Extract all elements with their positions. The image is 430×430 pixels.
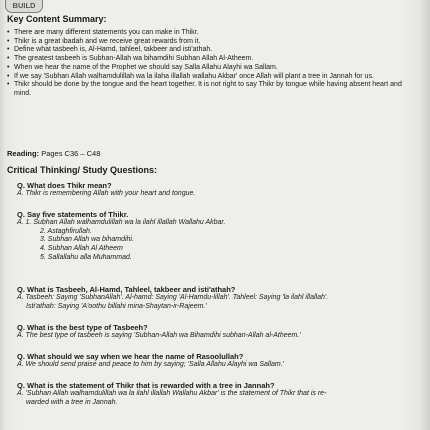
answer-line: Isti'athah: Saying 'A'oothu billahi mina-Shaytan-ir-Rajeem.' xyxy=(26,302,207,310)
answer-line: A. We should send praise and peace to him by saying; 'Salla Allahu Alayhi wa Sallam.' xyxy=(17,361,285,368)
bullet-text: Thikr is a great ibadah and we receive great rewards from it. xyxy=(14,37,201,45)
summary-bullet xyxy=(7,29,417,38)
question: Q. What is the statement of Thikr that is rewarded with a tree in Jannah? xyxy=(17,381,275,390)
answer xyxy=(17,361,415,370)
bullet-text: The greatest tasbeeh is Subhan-Allah wa bihamdihi Subhan Allah Al-Atheem. xyxy=(14,55,254,63)
question: Q. Say five statements of Thikr. xyxy=(17,210,129,219)
answer xyxy=(17,332,415,341)
bullet-dot: • xyxy=(7,81,10,89)
qa-item xyxy=(17,323,415,341)
answer-line: A. 'Subhan Allah walhamdulillah wa la ilahl illallah Wallahu Akbar' is the statement of Thikr that is re- xyxy=(17,390,327,397)
answer-line: A. 1. Subhan Allah walhamdulillah wa la ilahl illallah Wallahu Akbar. xyxy=(17,219,226,226)
question: Q. What is Tasbeeh, Al-Hamd, Tahleel, takbeer and isti'athah? xyxy=(17,285,236,294)
bullet-dot: • xyxy=(7,55,10,63)
answer xyxy=(17,219,415,263)
answer-subitem: 3. Subhan Allah wa bihamdihi. xyxy=(40,236,134,244)
answer-line: A. The best type of tasbeeh is saying 'Subhan-Allah wa Bihamdihi subhan-Allah al-Atheem.' xyxy=(17,332,301,339)
bullet-text: Thikr should be done by the tongue and the heart together. It is not right to say Thikr by tongue while having absent heart and mind. xyxy=(14,81,402,97)
reading-label: Reading: xyxy=(7,149,40,158)
question: Q. What should we say when we hear the name of Rasoolullah? xyxy=(17,352,244,361)
qa-item xyxy=(17,381,415,407)
bullet-dot: • xyxy=(7,46,10,54)
summary-list xyxy=(7,29,417,99)
answer-line: warded with a tree in Jannah. xyxy=(26,398,118,406)
questions-heading: Critical Thinking/ Study Questions: xyxy=(7,165,158,175)
bullet-dot: • xyxy=(7,29,10,36)
bullet-dot: • xyxy=(7,72,10,80)
answer xyxy=(17,390,415,407)
summary-bullet xyxy=(7,46,417,55)
answer-line: A. Thikr is remembering Allah with your heart and tongue. xyxy=(17,190,196,197)
bullet-dot: • xyxy=(7,37,10,45)
answer xyxy=(17,190,415,199)
summary-bullet xyxy=(7,64,417,73)
qa-item xyxy=(17,210,415,263)
bullet-text: When we hear the name of the Prophet we should say Salla Allahu Alayhi wa Sallam. xyxy=(14,63,278,71)
bullet-text: If we say 'Subhan Allah walhamdulillah wa la ilaha illallah wallahu Akbar' once Allah will plant a tree in Jannah for us. xyxy=(14,72,374,80)
bullet-dot: • xyxy=(7,63,10,71)
summary-bullet xyxy=(7,73,417,82)
page-edge-shadow xyxy=(420,0,430,430)
bullet-text: There are many different statements you can make in Thikr. xyxy=(14,29,199,36)
answer-line: A. Tasbeeh: Saying 'SubhanAllah'. Al-hamd: Saying 'Al-Hamdu-lillah'. Tahleel: Saying 'la ilahl illallah'. xyxy=(17,294,329,301)
qa-item xyxy=(17,352,415,370)
summary-bullet xyxy=(7,81,417,98)
summary-bullet xyxy=(7,55,417,64)
answer-subitem: 2. Astaghfirullah. xyxy=(40,227,92,235)
summary-bullet xyxy=(7,38,417,47)
reading-line xyxy=(7,149,100,158)
build-badge: BUILD xyxy=(5,0,43,13)
qa-item xyxy=(17,181,415,199)
answer xyxy=(17,294,415,311)
question: Q. What does Thikr mean? xyxy=(17,181,112,190)
answer-subitem: 5. Sallallahu alla Muhammad. xyxy=(40,253,132,261)
answer-subitem: 4. Subhan Allah Al Atheem xyxy=(40,245,123,253)
summary-heading: Key Content Summary: xyxy=(7,14,107,24)
reading-pages: Pages C36 – C48 xyxy=(41,149,101,158)
bullet-text: Define what tasbeeh is, Al-Hamd, tahleel, takbeer and isti'athah. xyxy=(14,46,213,54)
qa-item xyxy=(17,285,415,311)
question: Q. What is the best type of Tasbeeh? xyxy=(17,323,148,332)
